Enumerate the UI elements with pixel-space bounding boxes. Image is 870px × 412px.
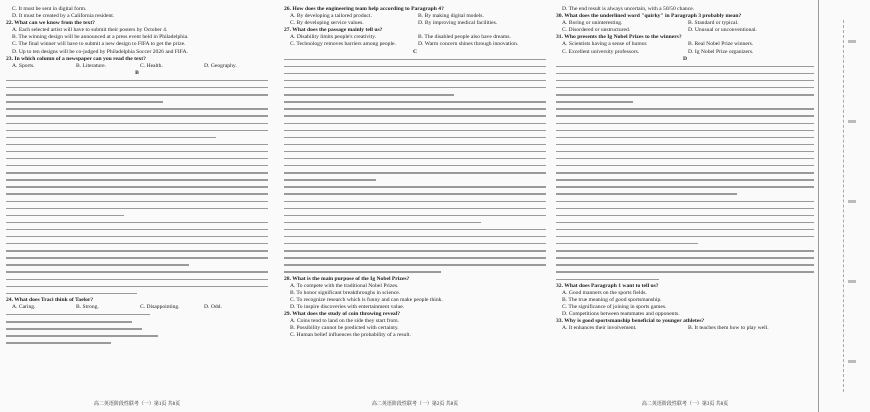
q32-option-c: C. The significance of joining in sports games. [562,303,667,310]
q27-option-d: D. Warm concern shines through innovation. [418,41,519,48]
q23-options [6,63,268,70]
passage-d [556,63,814,283]
q32-option-a: A. Good manners on the sports fields. [562,289,647,296]
q26-option-c: C. By developing service values. [290,20,364,27]
q33-options [556,325,814,332]
passage-b [6,77,268,297]
q24-option-a: A. Caring. [12,303,36,310]
question-30: 30. What does the underlined word "quirky" in Paragraph 3 probably mean? [556,13,742,20]
q31-options-row-2 [556,49,814,56]
q26-options-row-1 [284,13,546,20]
section-d-title: D [682,55,688,62]
rail-mark [848,40,856,43]
q27-options-row-2 [284,41,546,48]
q26-option-b: B. By making digital models. [418,13,484,20]
q21-option-c: C. It must be sent in digital form. [12,6,87,12]
q30-option-c: C. Disordered or unstructured. [562,27,631,34]
q29-option-a: A. Coins tend to land on the side they start from. [290,318,400,325]
q28-option-b: B. To honor significant breakthroughs in science. [290,289,401,296]
question-32: 32. What does Paragraph 1 want to tell us? [556,282,659,289]
q23-option-b: B. Literature. [76,62,106,69]
column-2 [284,6,546,398]
q22-option-c: C. The final winner will have to submit a new design to FIFA to get the prize. [12,41,186,48]
question-26: 26. How does the engineering team help according to Paragraph 4? [284,6,444,12]
rail-mark [848,200,856,203]
q27-options-row-1 [284,34,546,41]
q31-option-c: C. Excellent university professors. [562,48,640,55]
binding-cut-line [843,20,844,392]
q30-options-row-2 [556,27,814,34]
q28-option-a: A. To compete with the traditional Nobel Prizes. [290,282,399,289]
question-28: 28. What is the main purpose of the Ig Nobel Prizes? [284,275,410,282]
q33-option-b: B. It teaches them how to play well. [688,325,769,332]
q24-option-b: B. Strong. [76,303,99,310]
q29-option-d: D. The end result is always uncertain, with a 50/50 chance. [562,6,695,12]
q24-option-c: C. Disappointing. [140,303,180,310]
q23-option-a: A. Sports. [12,62,35,69]
question-27: 27. What does the passage mainly tell us? [284,27,383,34]
page-footer-2: 高二英语阶段性联考（一）第2页 共8页 [371,402,459,407]
q31-option-b: B. Real Nobel Prize winners. [688,41,754,48]
q29-option-c: C. Human belief influences the probability of a result. [290,332,411,339]
q26-option-d: D. By improving medical facilities. [418,20,498,27]
binding-rail [818,0,870,412]
q28-option-d: D. To inspire discoveries with entertainment value. [290,303,405,310]
rail-mark [848,120,856,123]
q24-options [6,304,268,311]
question-24: 24. What does Traci think of Taelor? [6,296,94,303]
question-33: 33. Why is good sportsmanship beneficial to younger athletes? [556,318,705,325]
q31-option-a: A. Scientists having a sense of humor. [562,41,648,48]
q29-option-b: B. Possibility cannot be predicted with certainty. [290,325,399,332]
question-31: 31. Who presents the Ig Nobel Prizes to the winners? [556,34,682,41]
q23-option-d: D. Geography. [204,62,237,69]
q24-option-d: D. Odd. [204,303,222,310]
question-23: 23. In which column of a newspaper can you read the text? [6,55,146,62]
q32-option-d: D. Competitions between teammates and opponents. [562,311,680,318]
q30-option-d: D. Unusual or unconventional. [688,27,757,34]
section-c-title: C [412,48,418,55]
section-b-title: B [135,69,139,76]
rail-mark [848,360,856,363]
q26-options-row-2 [284,20,546,27]
rail-mark [848,280,856,283]
q30-option-a: A. Boring or uninteresting. [562,20,623,27]
question-29: 29. What does the study of coin throwing reveal? [284,311,401,318]
page-footer-3: 高二英语阶段性联考（一）第3页 共8页 [641,402,729,407]
q22-option-a: A. Each selected artist will have to submit their posters by October 4. [12,27,168,34]
q27-option-c: C. Technology removes barriers among people. [290,41,396,48]
q32-option-b: B. The true meaning of good sportsmanship. [562,296,662,303]
q31-option-d: D. Ig Nobel Prize organizers. [688,48,754,55]
q26-option-a: A. By developing a tailored product. [290,13,372,20]
column-3 [556,6,814,398]
page-footer-1: 高二英语阶段性联考（一）第1页 共8页 [93,402,181,407]
q27-option-a: A. Disability limits people's creativity. [290,34,377,41]
q28-option-c: C. To recognize research which is funny and can make people think. [290,296,443,303]
q30-options-row-1 [556,20,814,27]
q22-option-b: B. The winning design will be announced at a press event held in Philadelphia. [12,34,189,41]
passage-c [284,56,546,276]
q27-option-b: B. The disabled people also have dreams. [418,34,511,41]
q33-option-a: A. It enhances their involvement. [562,325,637,332]
question-22: 22. What can we know from the text? [6,20,95,27]
q31-options-row-1 [556,41,814,48]
q30-option-b: B. Standard or typical. [688,20,739,27]
q22-option-d: D. Up to ten designs will be co-judged by Philadelphia Soccer 2026 and FIFA. [12,48,188,55]
column-1 [6,6,268,398]
q21-option-d: D. It must be created by a California resident. [12,13,115,20]
q23-option-c: C. Health. [140,62,163,69]
